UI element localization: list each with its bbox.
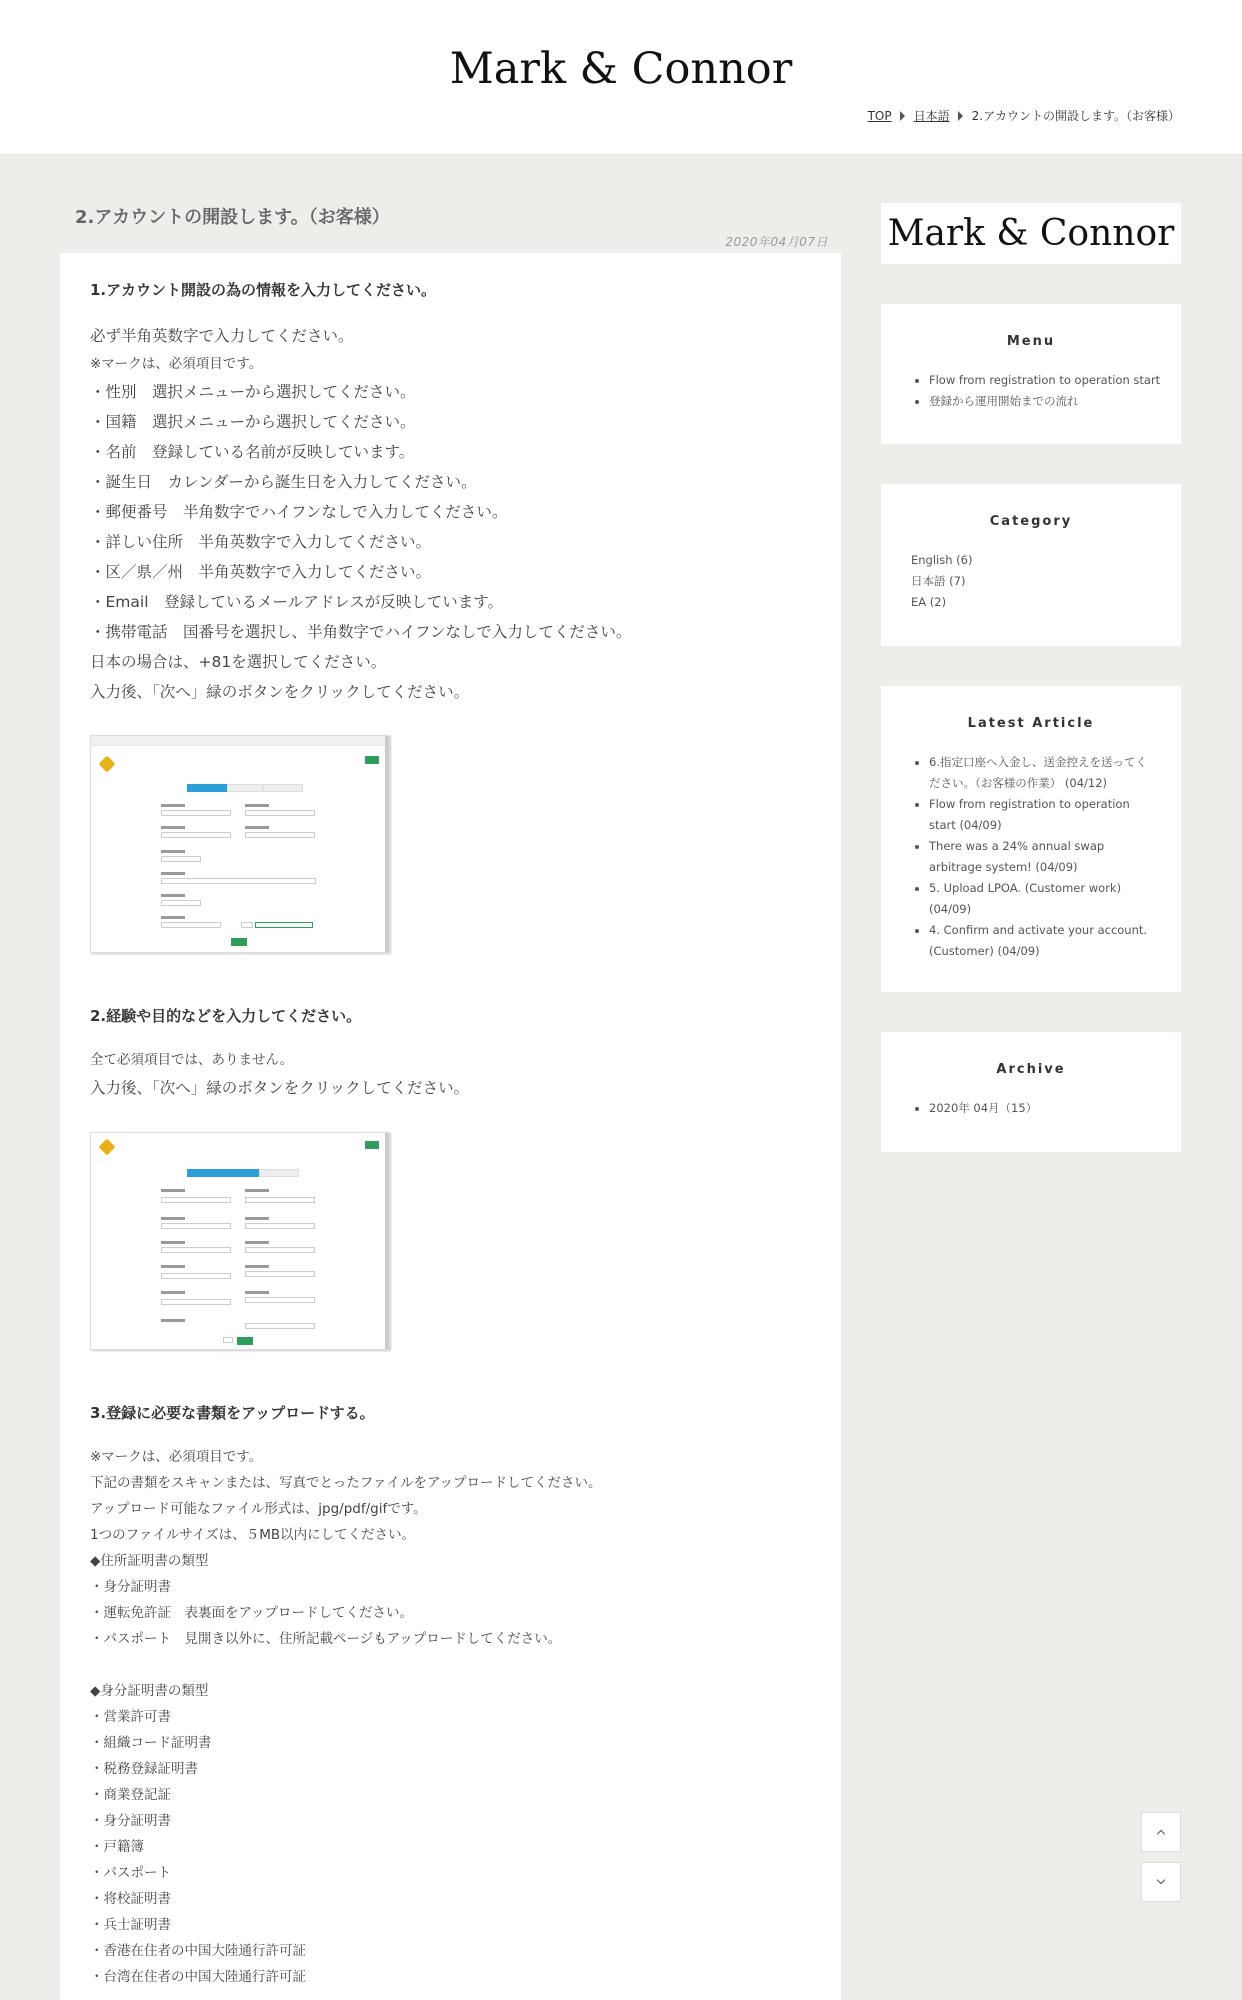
form-field — [245, 1197, 315, 1203]
archive-list — [911, 1098, 1161, 1119]
widget-title: Latest Article — [967, 716, 1095, 731]
paragraph-line: 下記の書類をスキャンまたは、写真でとったファイルをアップロードしてください。 — [90, 1475, 602, 1491]
step-indicator — [223, 1169, 259, 1177]
site-title[interactable]: Mark & Connor — [449, 44, 793, 94]
widget-menu — [881, 304, 1181, 444]
chevron-down-icon — [1157, 1876, 1165, 1884]
screenshot-scrollbar — [385, 1133, 389, 1349]
article-date: 2020年04月07日 — [725, 235, 828, 249]
latest-article-item[interactable]: • 6.指定口座へ入金し、送金控えを送ってください。（お客様の作業） (04/12) — [929, 752, 1156, 794]
paragraph-line: ・性別 選択メニューから選択してください。 — [90, 383, 416, 401]
form-label — [161, 1319, 185, 1322]
archive-item[interactable]: • 2020年 04月（15） — [929, 1098, 1161, 1119]
paragraph-line: 入力後、「次へ」緑のボタンをクリックしてください。 — [90, 1079, 470, 1097]
breadcrumb-current: 2.アカウントの開設します。（お客様） — [971, 109, 1180, 123]
form-label — [161, 826, 185, 829]
triangle-right-icon — [900, 111, 905, 121]
category-item[interactable]: EA (2) — [911, 595, 947, 609]
form-field — [161, 1299, 231, 1305]
section-heading: 2.経験や目的などを入力してください。 — [90, 1007, 362, 1025]
category-item[interactable]: 日本語 (7) — [911, 574, 966, 588]
paragraph-line: ・戸籍簿 — [90, 1839, 144, 1855]
category-item[interactable]: English (6) — [911, 553, 973, 567]
form-label — [161, 872, 185, 875]
section-heading: 1.アカウント開設の為の情報を入力してください。 — [90, 281, 436, 299]
form-label — [161, 916, 185, 919]
paragraph-line: ・郵便番号 半角数字でハイフンなしで入力してください。 — [90, 503, 508, 521]
form-field — [161, 856, 201, 862]
paragraph-line: ・身分証明書 — [90, 1813, 171, 1829]
form-field — [245, 1297, 315, 1303]
menu-list — [911, 370, 1161, 412]
registration-form-screenshot[interactable] — [90, 735, 390, 953]
breadcrumb-category-link[interactable]: 日本語 — [913, 109, 950, 123]
form-field — [161, 1247, 231, 1253]
paragraph-line: 1つのファイルサイズは、５MB以内にしてください。 — [90, 1527, 416, 1543]
paragraph-line — [90, 1652, 820, 1678]
form-label — [245, 1241, 269, 1244]
app-logo-icon — [99, 756, 116, 773]
latest-article-item[interactable]: • Flow from registration to operation start (04/09) — [929, 794, 1156, 836]
paragraph-line: 日本の場合は、+81を選択してください。 — [90, 653, 387, 671]
paragraph-line: ・組織コード証明書 — [90, 1735, 212, 1751]
site-header — [0, 0, 1242, 155]
paragraph-line: ・兵士証明書 — [90, 1917, 171, 1933]
form-field — [161, 1223, 231, 1229]
paragraph-line: ・台湾在住者の中国大陸通行許可証 — [90, 1969, 306, 1985]
form-label — [245, 826, 269, 829]
screenshot-next-button — [231, 938, 247, 946]
widget-title: Menu — [1006, 334, 1056, 349]
step-indicator — [187, 784, 227, 792]
form-label — [161, 1265, 185, 1268]
paragraph-line: ・名前 登録している名前が反映しています。 — [90, 443, 415, 461]
step-indicator — [187, 1169, 223, 1177]
scroll-bottom-button[interactable] — [1141, 1862, 1181, 1902]
form-field — [241, 922, 253, 928]
form-field — [161, 1197, 231, 1203]
form-label — [161, 894, 185, 897]
widget-archive — [881, 1032, 1181, 1152]
form-label — [245, 1265, 269, 1268]
category-list — [911, 550, 1161, 613]
step-indicator — [259, 1169, 299, 1177]
paragraph-line: ・誕生日 カレンダーから誕生日を入力してください。 — [90, 473, 477, 491]
paragraph-line: 全て必須項目では、ありません。 — [90, 1052, 294, 1068]
paragraph-line: ・身分証明書 — [90, 1579, 171, 1595]
paragraph-line: ・国籍 選択メニューから選択してください。 — [90, 413, 416, 431]
form-field — [245, 1223, 315, 1229]
paragraph-line: ・Email 登録しているメールアドレスが反映しています。 — [90, 593, 503, 611]
step-indicator — [227, 784, 263, 792]
form-label — [161, 804, 185, 807]
form-label — [161, 1217, 185, 1220]
form-label — [161, 850, 185, 853]
form-field — [161, 832, 231, 838]
form-field — [245, 1247, 315, 1253]
latest-article-item[interactable]: • 4. Confirm and activate your account. (Customer) (04/09) — [929, 920, 1156, 962]
paragraph-line: ・将校証明書 — [90, 1891, 171, 1907]
form-label — [245, 1189, 269, 1192]
paragraph-line: アップロード可能なファイル形式は、jpg/pdf/gifです。 — [90, 1501, 427, 1517]
paragraph-line: 入力後、「次へ」緑のボタンをクリックしてください。 — [90, 683, 470, 701]
latest-article-list — [911, 752, 1156, 962]
triangle-right-icon — [958, 111, 963, 121]
paragraph-line: 必ず半角英数字で入力してください。 — [90, 327, 354, 345]
screenshot-green-button — [365, 1141, 379, 1149]
form-field — [245, 810, 315, 816]
article-title: 2.アカウントの開設します。（お客様） — [75, 207, 390, 228]
paragraph-line: ◆身分証明書の類型 — [90, 1683, 209, 1699]
form-label — [161, 1189, 185, 1192]
paragraph-line: ※マークは、必須項目です。 — [90, 1449, 263, 1465]
scroll-top-button[interactable] — [1141, 1812, 1181, 1852]
form-field — [255, 922, 313, 928]
form-field — [161, 922, 221, 928]
screenshot-scrollbar — [385, 736, 389, 952]
paragraph-line: ・運転免許証 表裏面をアップロードしてください。 — [90, 1605, 414, 1621]
paragraph-line: ・香港在住者の中国大陸通行許可証 — [90, 1943, 306, 1959]
latest-article-item[interactable]: • There was a 24% annual swap arbitrage system! (04/09) — [929, 836, 1156, 878]
latest-article-item[interactable]: • 5. Upload LPOA. (Customer work) (04/09) — [929, 878, 1156, 920]
form-field — [245, 832, 315, 838]
paragraph-line: ・営業許可書 — [90, 1709, 171, 1725]
widget-title: Category — [989, 514, 1073, 529]
form-field — [245, 1271, 315, 1277]
paragraph-line: ・区／県／州 半角英数字で入力してください。 — [90, 563, 432, 581]
form-field — [161, 1273, 231, 1279]
paragraph-line: ・パスポート 見開き以外に、住所記載ページもアップロードしてください。 — [90, 1631, 562, 1647]
step-indicator — [263, 784, 303, 792]
paragraph-line: ◆住所証明書の類型 — [90, 1553, 209, 1569]
form-field — [161, 878, 316, 884]
form-field — [223, 1337, 233, 1343]
form-field — [245, 1323, 315, 1329]
form-label — [245, 1291, 269, 1294]
sidebar-logo[interactable]: Mark & Connor — [881, 203, 1181, 264]
form-field — [161, 810, 231, 816]
chevron-up-icon — [1157, 1830, 1165, 1838]
breadcrumb-top-link[interactable]: TOP — [867, 108, 892, 123]
article-body — [60, 253, 841, 2000]
app-logo-icon — [99, 1139, 116, 1156]
paragraph-line: ・税務登録証明書 — [90, 1761, 198, 1777]
widget-title: Archive — [996, 1062, 1066, 1077]
form-label — [161, 1241, 185, 1244]
paragraph-line: ・詳しい住所 半角英数字で入力してください。 — [90, 533, 432, 551]
breadcrumb — [868, 107, 1180, 124]
paragraph-line: ・携帯電話 国番号を選択し、半角数字でハイフンなしで入力してください。 — [90, 623, 632, 641]
widget-latest-article — [881, 686, 1181, 992]
paragraph-line: ※マークは、必須項目です。 — [90, 356, 263, 372]
section-heading: 3.登録に必要な書類をアップロードする。 — [90, 1404, 375, 1422]
experience-form-screenshot[interactable] — [90, 1132, 390, 1350]
menu-item[interactable]: • Flow from registration to operation start — [929, 370, 1161, 391]
form-label — [161, 1291, 185, 1294]
widget-category — [881, 484, 1181, 646]
screenshot-green-button — [365, 756, 379, 764]
article-content — [90, 277, 820, 1990]
form-label — [245, 1217, 269, 1220]
screenshot-header-bar — [91, 736, 389, 746]
screenshot-next-button — [237, 1337, 253, 1345]
form-field — [161, 900, 201, 906]
form-label — [245, 804, 269, 807]
paragraph-line: ・パスポート — [90, 1865, 171, 1881]
paragraph-line: ・商業登記証 — [90, 1787, 171, 1803]
menu-item[interactable]: • 登録から運用開始までの流れ — [929, 391, 1161, 412]
